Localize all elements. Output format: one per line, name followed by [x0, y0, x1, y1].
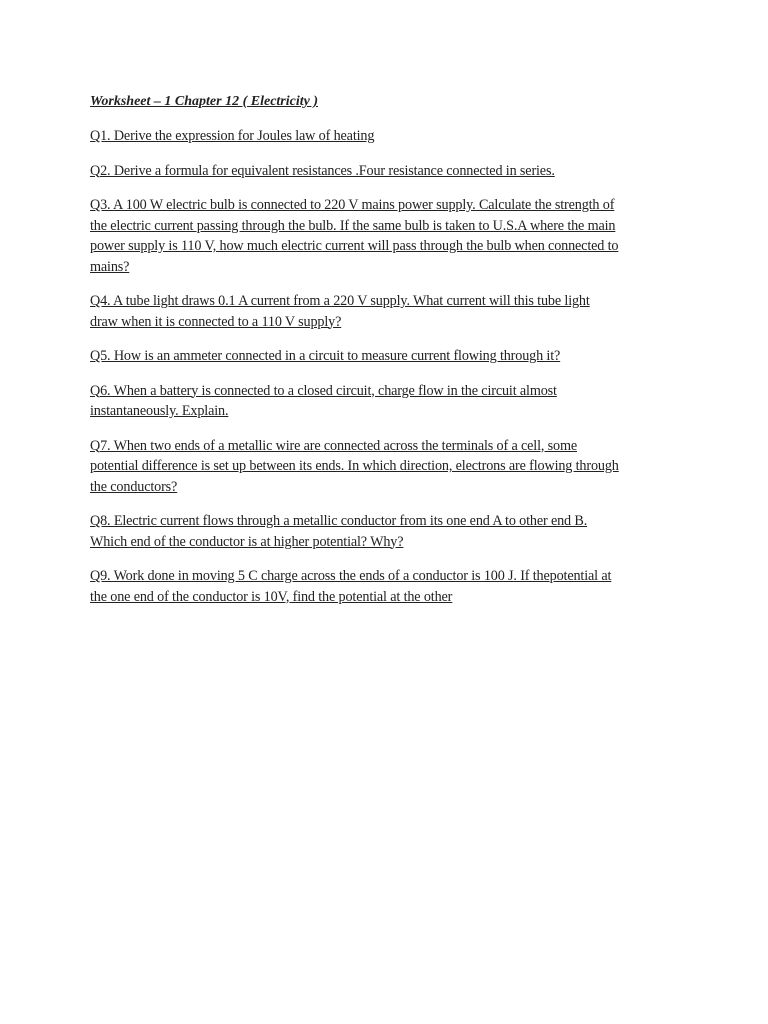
worksheet-content: [90, 92, 690, 621]
question-5: Q5. How is an ammeter connected in a circuit to measure current flowing through it?: [90, 348, 561, 364]
question-7: Q7. When two ends of a metallic wire are connected across the terminals of a cell, some potential difference is set up between its ends. In which direction, electrons are flowing through the conductors?: [90, 437, 619, 495]
question-2: Q2. Derive a formula for equivalent resistances .Four resistance connected in series.: [90, 162, 555, 179]
question-8: Q8. Electric current flows through a metallic conductor from its one end A to other end B. Which end of the conductor is at higher potential? Why?: [90, 513, 588, 550]
worksheet-title: Worksheet – 1 Chapter 12 ( Electricity ): [90, 94, 318, 109]
question-4: Q4. A tube light draws 0.1 A current from a 220 V supply. What current will this tube light draw when it is connected to a 110 V supply?: [90, 293, 590, 330]
question-1: Q1. Derive the expression for Joules law of heating: [90, 128, 375, 144]
question-3: Q3. A 100 W electric bulb is connected to 220 V mains power supply. Calculate the strength of the electric current passing through the bulb. If the same bulb is taken to U.S.A where the main power supply is 110 V, how much electric current will pass through the bulb when connected to mains?: [90, 197, 619, 275]
question-9: Q9. Work done in moving 5 C charge across the ends of a conductor is 100 J. If thepotential at the one end of the conductor is 10V, find the potential at the other: [90, 568, 612, 605]
question-6: Q6. When a battery is connected to a closed circuit, charge flow in the circuit almost instantaneously. Explain.: [90, 382, 557, 419]
